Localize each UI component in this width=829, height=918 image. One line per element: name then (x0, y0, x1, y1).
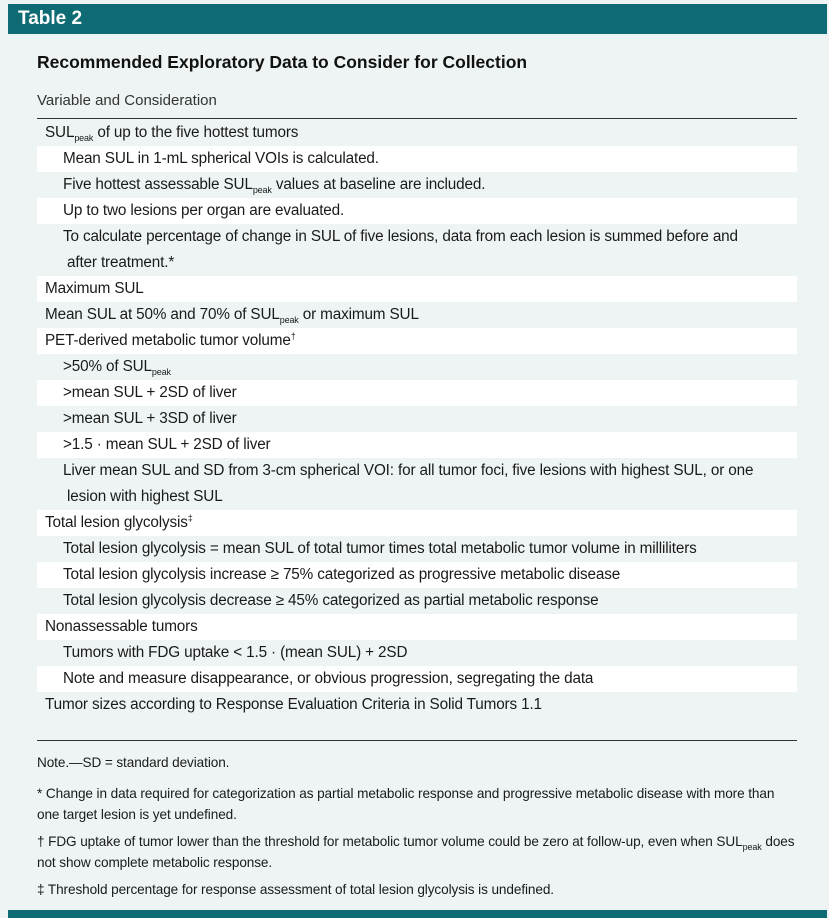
column-header: Variable and Consideration (37, 92, 217, 109)
table-row: Up to two lesions per organ are evaluated. (37, 198, 797, 224)
table-row: Liver mean SUL and SD from 3-cm spherical VOI: for all tumor foci, five lesions with highest SUL, or one lesion with highest SUL (63, 462, 754, 505)
table-row: Tumors with FDG uptake < 1.5 · (mean SUL) + 2SD (63, 644, 408, 661)
table-row: >1.5 · mean SUL + 2SD of liver (37, 432, 797, 458)
table-rows (37, 120, 797, 718)
header-rule (37, 118, 797, 119)
table-body (8, 34, 827, 910)
table-row: Mean SUL in 1-mL spherical VOIs is calculated. (37, 146, 797, 172)
table-title: Recommended Exploratory Data to Consider for Collection (37, 52, 528, 72)
footnote-double-dagger: ‡ Threshold percentage for response assessment of total lesion glycolysis is undefined. (37, 882, 554, 897)
footer-rule (37, 740, 797, 741)
table-row: Mean SUL at 50% and 70% of $SUL_{peak}$ or maximum SUL (45, 306, 419, 325)
footnote-dagger: † FDG uptake of tumor lower than the threshold for metabolic tumor volume could be zero at follow-up, even when $SUL_{peak}$ does not show complete metabolic response. (37, 834, 795, 870)
table-row: Note and measure disappearance, or obvious progression, segregating the data (37, 666, 797, 692)
table-row: Five hottest assessable $SUL_{peak}$ values at baseline are included. (63, 176, 486, 195)
table-row: Maximum SUL (37, 276, 797, 302)
table-row: Total lesion glycolysis = mean SUL of total tumor times total metabolic tumor volume in milliliters (63, 540, 697, 557)
table-row: PET-derived metabolic tumor volume† (37, 328, 797, 354)
table-row: Total lesion glycolysis decrease ≥ 45% categorized as partial metabolic response (63, 592, 599, 609)
table-notes (37, 752, 799, 906)
table-row: To calculate percentage of change in SUL of five lesions, data from each lesion is summed before and after treatment.* (63, 228, 738, 271)
table-row: >mean SUL + 3SD of liver (63, 410, 237, 427)
footnote-asterisk: * Change in data required for categorization as partial metabolic response and progressive metabolic disease with more than one target lesion is yet undefined. (37, 786, 775, 822)
bottom-bar (8, 910, 827, 918)
table-row: Total lesion glycolysis‡ (37, 510, 797, 536)
note-abbreviation: Note.—SD = standard deviation. (37, 755, 230, 770)
table-row: >mean SUL + 2SD of liver (37, 380, 797, 406)
table-row: >50% of $SUL_{peak}$ (63, 358, 171, 377)
table-row: Total lesion glycolysis increase ≥ 75% categorized as progressive metabolic disease (37, 562, 797, 588)
table-row: Nonassessable tumors (37, 614, 797, 640)
table-row: Tumor sizes according to Response Evaluation Criteria in Solid Tumors 1.1 (45, 696, 542, 713)
table-label: Table 2 (8, 4, 827, 34)
table-row: $SUL_{peak}$ of up to the five hottest tumors (45, 124, 299, 143)
